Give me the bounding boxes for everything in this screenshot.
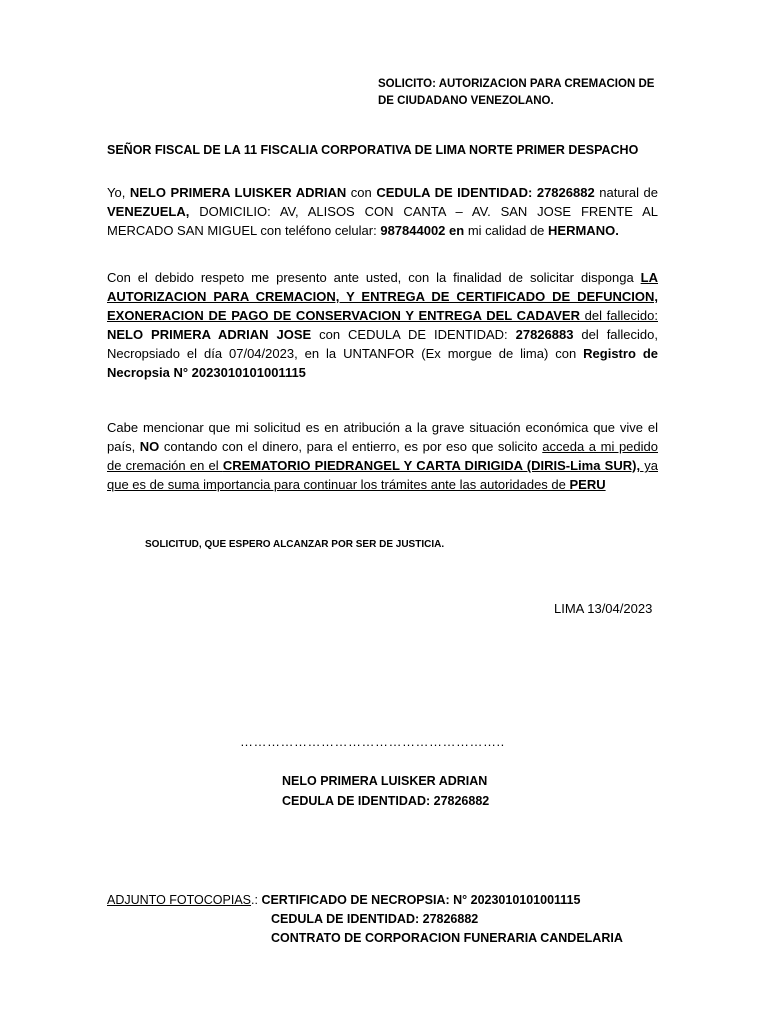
addressee: SEÑOR FISCAL DE LA 11 FISCALIA CORPORATIVA DE LIMA NORTE PRIMER DESPACHO (107, 143, 639, 157)
necropsy-registry: Registro de Necropsia N° 2023010101001115 (107, 346, 658, 380)
applicant-relation: HERMANO. (548, 223, 619, 238)
p2-intro: Con el debido respeto me presento ante usted, con la finalidad de solicitar disponga (107, 270, 641, 285)
attachment-item-3: CONTRATO DE CORPORACION FUNERARIA CANDELARIA (271, 931, 623, 945)
deceased-name: NELO PRIMERA ADRIAN JOSE (107, 327, 312, 342)
paragraph-justification (107, 418, 658, 494)
p3-mid: contando con el dinero, para el entierro, es por eso que solicito (159, 439, 543, 454)
p3-authorities: ya que es de suma importancia para continuar los trámites ante las autoridades de (107, 458, 659, 492)
subject-line-1: SOLICITO: AUTORIZACION PARA CREMACION DE (378, 78, 655, 90)
applicant-name: NELO PRIMERA LUISKER ADRIAN (129, 185, 347, 200)
paragraph-request (107, 268, 658, 382)
p1-quality: mi calidad de (464, 223, 549, 238)
signer-id: CEDULA DE IDENTIDAD: 27826882 (282, 794, 490, 808)
country-peru: PERU (569, 477, 606, 492)
paragraph-identification (107, 183, 658, 240)
p1-yo: Yo, (107, 185, 130, 200)
signer-block (282, 771, 489, 811)
deceased-id: 27826883 (515, 327, 574, 342)
subject-line-2: DE CIUDADANO VENEZOLANO. (378, 95, 554, 107)
p2-del: del fallecido: (579, 308, 658, 323)
p1-natural: natural de (594, 185, 659, 200)
crematorium: CREMATORIO PIEDRANGEL Y CARTA DIRIGIDA (DIRIS-Lima SUR), (222, 458, 641, 473)
attachments-separator: .: (251, 893, 262, 907)
p2-rest: del fallecido, Necropsiado el día 07/04/2023, en la UNTANFOR (Ex morgue de lima) con (107, 327, 658, 361)
p3-no: NO (139, 439, 160, 454)
p3-intro: Cabe mencionar que mi solicitud es en atribución a la grave situación económica que vive el país, (107, 420, 658, 454)
p1-con: con (346, 185, 377, 200)
attachments-label: ADJUNTO FOTOCOPIAS (107, 893, 252, 907)
applicant-id: CEDULA DE IDENTIDAD: 27826882 (376, 185, 595, 200)
applicant-domicile: DOMICILIO: AV, ALISOS CON CANTA – AV. SAN JOSE FRENTE AL MERCADO SAN MIGUEL con teléfono celular: (107, 204, 658, 238)
attachment-item-2: CEDULA DE IDENTIDAD: 27826882 (271, 912, 479, 926)
p2-con-id: con CEDULA DE IDENTIDAD: (311, 327, 516, 342)
subject-heading (378, 76, 678, 110)
applicant-country: VENEZUELA, (107, 204, 190, 219)
applicant-phone: 987844002 en (380, 223, 465, 238)
p3-request-underlined: acceda a mi pedido de cremación en el (107, 439, 658, 473)
request-text: LA AUTORIZACION PARA CREMACION, Y ENTREGA DE CERTIFICADO DE DEFUNCION, EXONERACION DE PAGO DE CONSERVACION Y ENTREGA DEL CADAVER (107, 270, 658, 323)
signature-line: ………………………………………………….. (240, 734, 505, 749)
closing-statement: SOLICITUD, QUE ESPERO ALCANZAR POR SER DE JUSTICIA. (145, 539, 445, 550)
attachments (107, 891, 623, 945)
attachment-item-1: CERTIFICADO DE NECROPSIA: N° 2023010101001115 (261, 893, 581, 907)
place-date: LIMA 13/04/2023 (554, 601, 653, 616)
signer-name: NELO PRIMERA LUISKER ADRIAN (282, 774, 488, 788)
